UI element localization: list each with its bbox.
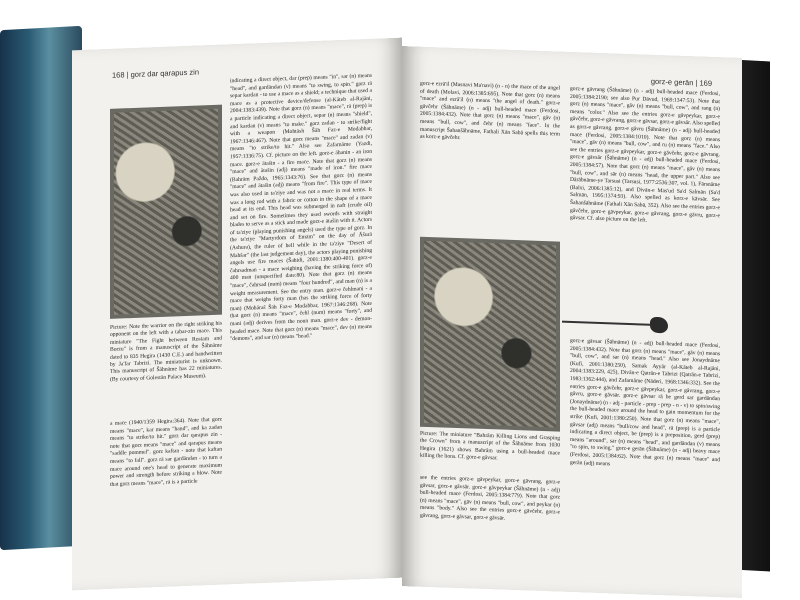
right-page [402, 46, 742, 598]
running-head-right: gorz-e gerān | 169 [650, 76, 712, 88]
book-cover-left [0, 26, 82, 550]
miniature-artwork [424, 241, 556, 428]
right-page-column-1-lower: see the entries gorz-e gāvpeykar, gorz-e gāvrang, gorz-e gāvsar, gorz-e gāvsār. gorz-e gāvpeykar (Šāhnāme) (n - adj) bull-headed mace (Ferdosi, 2005:1384:779). Note that gorz (n) means "mace", gāv (n) means "bull, cow", and peykar (n) means "body." Also see the entries gorz-e gāvčehr, gorz-e gāvrang, gorz-e gāvsar, gorz-e gāvsār. [420, 474, 560, 522]
left-page-column-1-lower: a mace (1940/1359 Hegira:364). Note that gorz means "mace", kar means "hand", and ka zadan means "to strike/to hit." gorz dar qarapus zin - note that gorz means "mace" and qarapus means "saddle pommel". gorz kaftan - note that kaftan means "to fall". gorz rā sar gardāndan - to turn a mace around one's head to generate maximum power and strength before striking a blow. Note that gorz means "mace", rā is a particle [110, 416, 222, 488]
caption-left: Picture: Note the warrior on the right striking his opponent on the left with a tabar-zin mace. This miniature "The Fight between Rostam and Borzu" is from a manuscript of the Šāhnāme dated to 835 Hegira (1430 C.E.) and handwritten by Ja'far Tabrizi. The miniaturist is unknown. This manuscript of Šāhnāme has 22 miniatures. (By courtesy of Golestān Palace Museum). [110, 320, 222, 383]
right-page-column-2-lower: gorz-e gāvsar (Šāhnāme) (n - adj) bull-headed mace (Ferdosi, 2005:1384:432). Note that gorz (n) means "mace", gāv (n) means "bull, cow", and sar (n) means "head." Also see Jonaydnāme (Kufi, 2001:1380:250), Samak Ayyār (al-Kāteb al-Rajāni, 2004:1383:229, 425), Divān-e Qatrān-e Tabrizi (Qatrān-e Tabrizi, 1983:1362:444), and Zafarnāme (Nāderi, 1968:1346:332). See the entries gorz-e gāvčehr, gorz-e gāvpeykar, gorz-e gāvrang, gorz-e gāvru, gorz-e gāvsār. gorz-e gāvsar rā be gerd sar gardāndan (Jonaydnāme) (n - adj - particle - prep - prep - n - v) to spin/swing the bull-headed mace around the head to gain momentum for the strike (Kufi, 2001:1380:250). Note that gorz (n) means "mace", gāvsar (adj) means "bull/cow and head", rā (prep) is a particle indicating a direct object, be (prep) is a preposition, gerd (prep) means "around", sar (n) means "head", and gardāndan (v) means "to spin, to swing." gorz-e gerān (Šāhnāme) (n - adj) heavy mace (Ferdosi, 2005:1384:62). Note that gorz (n) means "mace" and gerān (adj) means [570, 337, 720, 467]
miniature-artwork [114, 109, 218, 315]
mace-head-icon [650, 317, 668, 334]
right-page-column-1: gorz-e ezrā'il (Masnavi Ma'navi) (n - n) the mace of the angel of death (Molavi, 2006:1385:695). Note that gorz (n) means "mace" and ezrā'il (n) means "the angel of death." gorz-e gāvčehr (Šāhnāme) (n - adj) bull-headed mace (Ferdosi, 2005:1384:432). Note that gorz (n) means "mace", gāv (n) means "bull, cow", and čehr (n) means "face". In the manuscript Šahanšāhnāme, Fathali Xān Sabā spells this term as korz-e gāvčehr. [420, 80, 560, 142]
mace-shaft [562, 321, 654, 326]
right-page-column-2: gorz-e gāvrang (Šāhnāme) (n - adj) bull-headed mace (Ferdosi, 2005:1384:2190; see also Pur Dāvud, 1969:1347:53). Note that gorz (n) means "mace", gāv (n) means "bull, cow", and rang (n) means "color." Also see the entries gorz-e gāvpeykar, gorz-e gāvčehr, gorz-e gāvrang, gorz-e gāvsar, gorz-e gāvsār. Also spelled as gorz-e gāvrang. gorz-e gāvru (Šāhnāme) (n - adj) bull-headed mace (Ferdosi, 2005:1384:1010). Note that gorz (n) means "mace", gāv (n) means "bull, cow", and ru (n) means "face." Also see the entries gorz-e gāvpeykar, gorz-e gāvčehr, gorz-e gāvrang. gorz-e gāvsār (Šāhnāme) (n - adj) bull-headed mace (Ferdosi, 2005:1384:57). Note that gorz (n) means "mace", gāv (n) means "bull, cow", and sār (n) means "head, the upper part." Also see Dārābnāme-ye Tarsusi (Tarsusi, 1977:2536:307, vol. 1), Fārsnāme (Balxi, 2006:1385:12), and Divān-e Mas'ud Sa'd Salmān (Sa'd Salmān, 1995:1374:93). Also spelled as korz-e kāvsār. See Šahanšāhnāme (Fathali Xān Sabā, 352). Also see the entries gorz-e gāvčehr, gorz-e gāvpeykar, gorz-e gāvrang, gorz-e gāvru, gorz-e gāvsar. Cf. also picture on the left. [570, 85, 720, 224]
mace-illustration [562, 314, 672, 334]
miniature-image-left [110, 105, 222, 319]
miniature-image-right [420, 237, 560, 432]
caption-right: Picture: The miniature "Bahrām Killing Lions and Grasping the Crown" from a manuscript of the Šāhnāme from 1030 Hegira (1621) shows Bahrām using a bull-headed mace killing the lions. Cf. gorz-e gāvsar. [420, 430, 560, 462]
left-page-column-2: indicating a direct object, dar (prep) means "in", sar (n) means "head", and gardāndan (v) means "to swing, to spin." gorz rā separ kardan - to use a mace as a shield; a technique that used a mace as a protective device/defense (al-Kāteb al-Rajāni, 2004:1383:439). Note that gorz (n) means "mace", rā (prep) is a particle indicating a direct object, separ (n) means "shield", and kardan (v) means "to make." gorz zadan - to strike/fight with a weapon (Mohtāsh Šāh Faz-e Modabbar, 1967:1346:467). Note that gorz means "mace" and zadan (v) means "to strike/to hit." Also see Zafarnāme (Yazdi, 1957:1336:75). Cf. picture on the left. gorz-e āhanin - an iron mace. gorz-e ātašin - a fire mace. Note that gorz (n) means "mace" and ātašin (adj) means "made of iron." fire mace (Bahrām Paždo, 1965:1343:76). See that gorz (n) means "mace" and ātašin (adj) means "from fire". This type of mace was also used in ta'ziye and was not a mace in real terms. It was a long rod with a fabric or cotton in the shape of a mace head at its end. This head was submerged in naft (crude oil) and set on fire. Sometimes they used swords with straight blades to serve as a stick and made gorz-e ātašin with it. Actors of ta'ziye (playing punishing angels) used the type of gorz. In the ta'ziye "Martyrdom of Emām" on the day of Āšurā (Ashura), the ruler of hell while in the ta'ziye "Desert of Mahšar" (the last judgement day), the actors playing punishing angels use fire maces (Šahidi, 2001:1380:400-401). gorz-e čahrsadman - a mace weighing (having the striking force of) 400 man (unspecified date:80). Note that gorz (n) means "mace", čahrsad (num) means "four hundred", and man (n) is a weight measurement. See the entry man. gorz-e čehlmani - a mace that weighs forty man (has the striking force of forty man) (Mohāraš Šāh Faz-e Modabbar, 1967:1346:268). Note that gorz (n) means "mace", čehl (num) means "forty", and mani (adj) derives from the noun man. gorz-e dev - demon-headed mace. Note that gorz (n) means "mace", dev (n) means "demons", and sar (n) means "head." [230, 72, 372, 343]
running-head-left: 168 | gorz dar qarapus zin [112, 67, 200, 80]
left-page [72, 38, 402, 591]
